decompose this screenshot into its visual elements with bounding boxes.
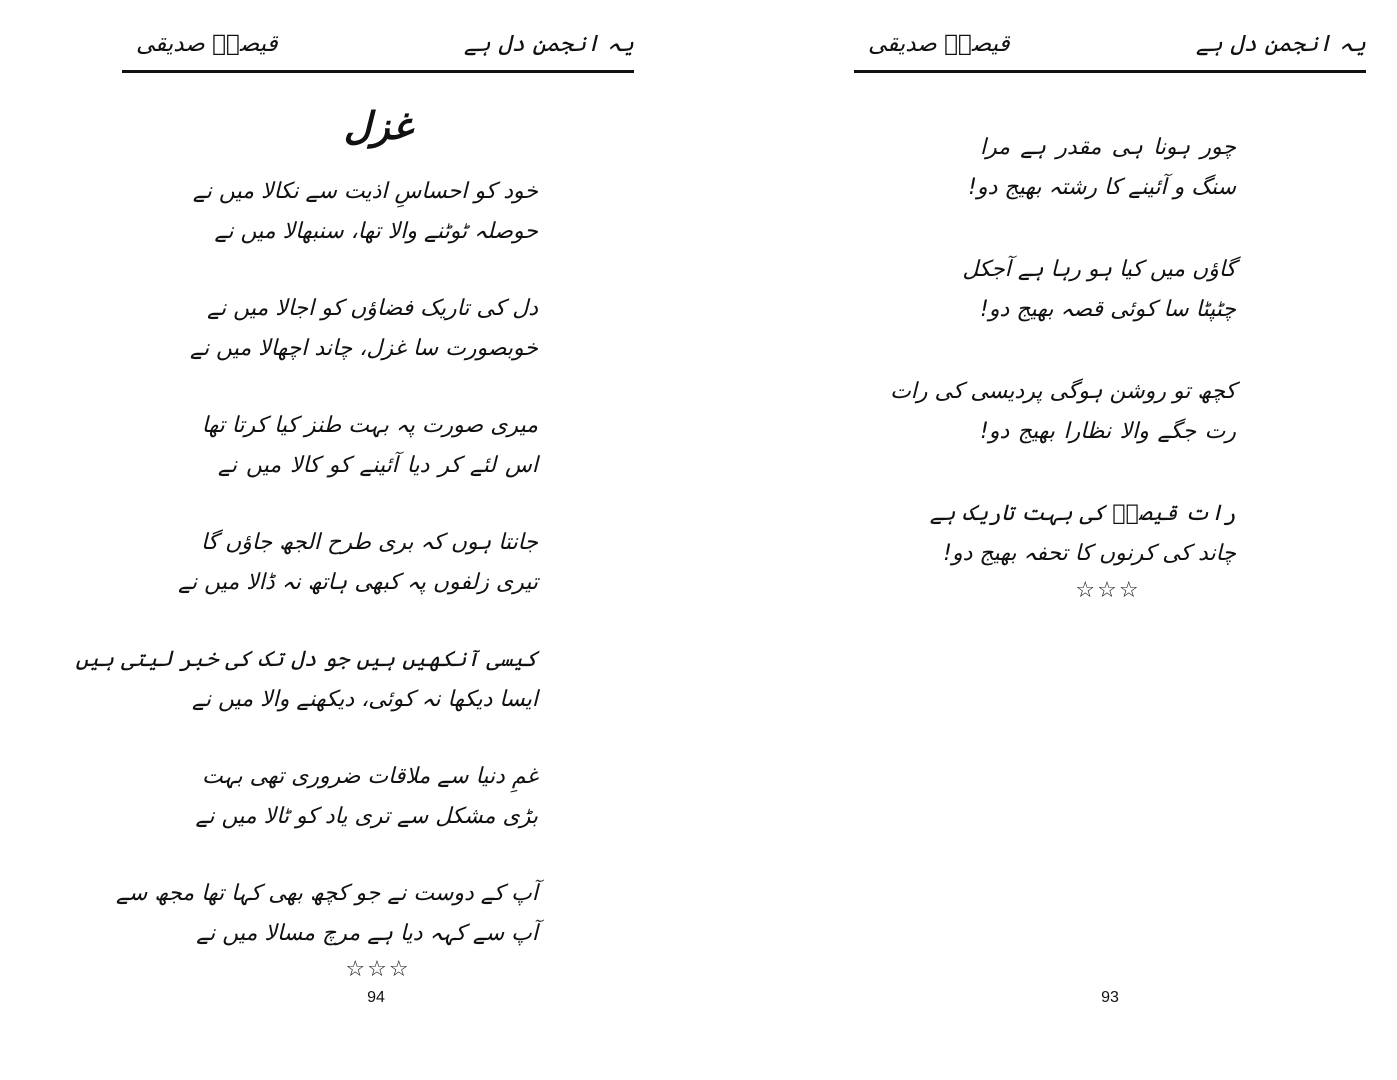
header-rule	[854, 70, 1366, 73]
couplet	[178, 523, 538, 603]
page-header	[122, 22, 634, 66]
right-page	[854, 0, 1366, 1080]
page-number: 94	[367, 989, 385, 1006]
end-stars: ☆☆☆	[345, 957, 411, 982]
poem-body	[75, 100, 538, 985]
couplet	[192, 172, 538, 252]
verse-line: کچھ تو روشن ہوگی پردیسی کی رات	[890, 379, 1236, 404]
verse-line: بڑی مشکل سے تری یاد کو ٹالا میں نے	[195, 804, 538, 829]
couplet	[75, 640, 538, 720]
verse-line: دل کی تاریک فضاؤں کو اجالا میں نے	[207, 296, 538, 321]
couplet	[190, 289, 538, 369]
couplet	[962, 250, 1236, 330]
verse-line: کیسی آنکھیں ہیں جو دل تک کی خبر لیتی ہیں	[75, 647, 538, 672]
book-title: یہ انجمن دل ہے	[1195, 31, 1366, 57]
verse-line: گاؤں میں کیا ہو رہا ہے آجکل	[962, 257, 1236, 282]
verse-line: آپ کے دوست نے جو کچھ بھی کہا تھا مجھ سے	[116, 881, 538, 906]
couplet	[116, 874, 538, 954]
poem-heading: غزل	[343, 104, 413, 148]
verse-line: اس لئے کر دیا آئینے کو کالا میں نے	[218, 453, 538, 478]
couplet	[929, 494, 1236, 574]
verse-line: خود کو احساسِ اذیت سے نکالا میں نے	[192, 179, 538, 204]
page-number: 93	[1101, 989, 1119, 1006]
poem-body	[890, 128, 1236, 606]
verse-line: چاند کی کرنوں کا تحفہ بھیج دو!	[943, 541, 1236, 566]
end-stars: ☆☆☆	[1075, 578, 1141, 603]
verse-line: رت جگے والا نظارا بھیج دو!	[980, 419, 1236, 444]
verse-line: رات قیصرؔ کی بہت تاریک ہے	[929, 501, 1236, 526]
left-page	[75, 0, 634, 1080]
author-name: قیصرؔ صدیقی	[136, 31, 278, 57]
author-name: قیصرؔ صدیقی	[868, 31, 1010, 57]
couplet	[968, 128, 1236, 208]
book-title: یہ انجمن دل ہے	[463, 31, 634, 57]
verse-line: غمِ دنیا سے ملاقات ضروری تھی بہت	[201, 764, 538, 789]
verse-line: جانتا ہوں کہ بری طرح الجھ جاؤں گا	[200, 530, 538, 555]
header-rule	[122, 70, 634, 73]
couplet	[201, 406, 538, 486]
verse-line: چٹپٹا سا کوئی قصہ بھیج دو!	[980, 297, 1236, 322]
verse-line: خوبصورت سا غزل، چاند اچھالا میں نے	[190, 336, 538, 361]
verse-line: میری صورت پہ بہت طنز کیا کرتا تھا	[201, 413, 538, 438]
verse-line: چور ہونا ہی مقدر ہے مرا	[980, 135, 1236, 160]
page-header	[854, 22, 1366, 66]
verse-line: سنگ و آئینے کا رشتہ بھیج دو!	[968, 175, 1236, 200]
verse-line: ایسا دیکھا نہ کوئی، دیکھنے والا میں نے	[191, 687, 538, 712]
verse-line: تیری زلفوں پہ کبھی ہاتھ نہ ڈالا میں نے	[178, 570, 538, 595]
verse-line: حوصلہ ٹوٹنے والا تھا، سنبھالا میں نے	[214, 219, 538, 244]
verse-line: آپ سے کہہ دیا ہے مرچ مسالا میں نے	[196, 921, 538, 946]
couplet	[195, 757, 538, 837]
couplet	[890, 372, 1236, 452]
